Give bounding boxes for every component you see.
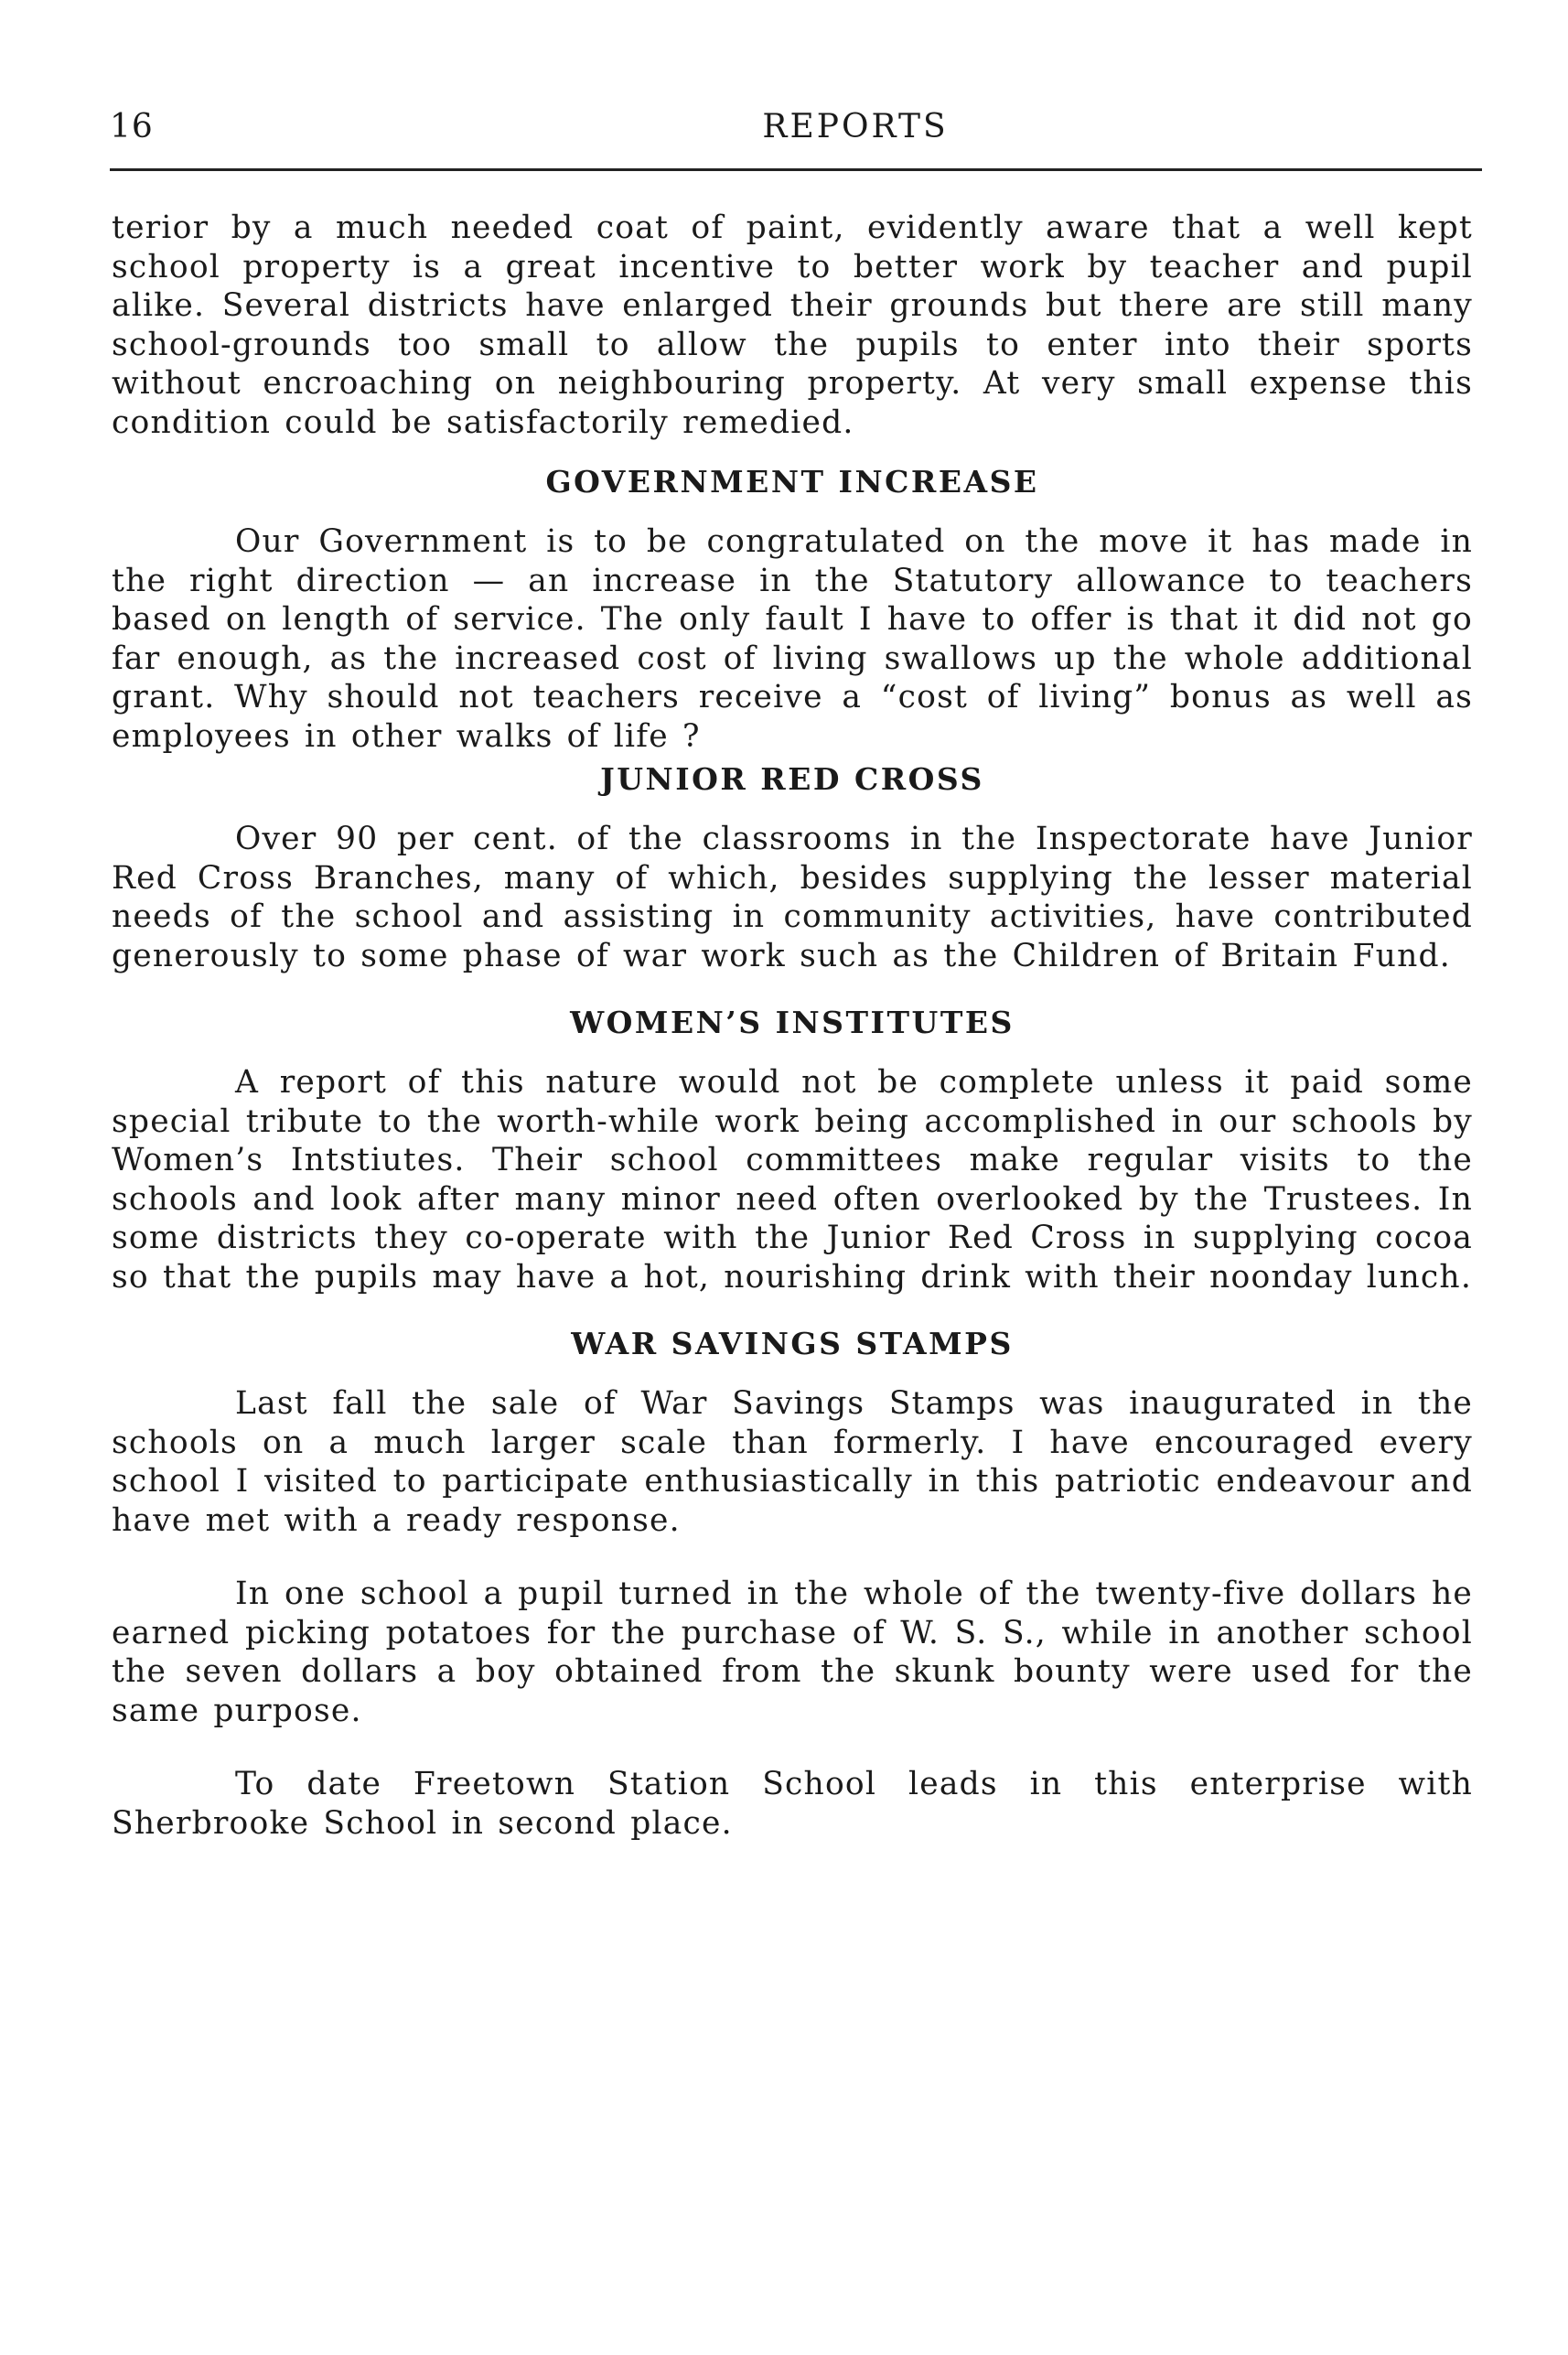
paragraph-government-increase: Our Government is to be congratulated on the move it has made in the right direction — an increase in the Statutory allowance to teachers based on length of service. The only fault I have to offer is that it did not go far enough, as the increased cost of living swallows up the whole additional grant. Why should not teachers receive a “cost of living” bonus as well as employees in other walks of life ? <box>112 523 1473 755</box>
section-heading-government-increase: GOVERNMENT INCREASE <box>545 464 1039 500</box>
page-number: 16 <box>110 108 154 145</box>
running-head: REPORTS <box>762 108 949 145</box>
paragraph-womens-institutes: A report of this nature would not be complete unless it paid some special tribute to the worth-while work being accomplished in our schools by Women’s Intstiutes. Their school committees make regular visits to the schools and look after many minor need often overlooked by the Trustees. In some districts they co-operate with the Junior Red Cross in supplying cocoa so that the pupils may have a hot, nourishing drink with their noonday lunch. <box>112 1064 1473 1296</box>
paragraph-war-savings-3: To date Freetown Station School leads in this enterprise with Sherbrooke School in second place. <box>112 1766 1473 1842</box>
paragraph-junior-red-cross: Over 90 per cent. of the classrooms in the Inspectorate have Junior Red Cross Branches, many of which, besides supplying the lesser material needs of the school and assisting in community activities, have contributed generously to some phase of war work such as the Children of Britain Fund. <box>112 821 1473 974</box>
intro-paragraph: terior by a much needed coat of paint, evidently aware that a well kept school property is a great incentive to better work by teacher and pupil alike. Several districts have enlarged their grounds but there are still many school-grounds too small to allow the pupils to enter into their sports without encroaching on neighbouring property. At very small expense this condition could be satisfactorily remedied. <box>112 210 1473 441</box>
paragraph-war-savings-1: Last fall the sale of War Savings Stamps was inaugurated in the schools on a much larger scale than formerly. I have encouraged every school I visited to participate enthusiastically in this patriotic endeavour and have met with a ready response. <box>112 1385 1473 1539</box>
header-rule <box>110 168 1482 171</box>
page-header <box>110 108 1482 163</box>
section-heading-war-savings-stamps: WAR SAVINGS STAMPS <box>571 1326 1014 1361</box>
page-body <box>112 209 1473 1843</box>
section-heading-junior-red-cross: JUNIOR RED CROSS <box>600 761 984 797</box>
section-heading-womens-institutes: WOMEN’S INSTITUTES <box>570 1005 1015 1040</box>
paragraph-war-savings-2: In one school a pupil turned in the whole of the twenty-five dollars he earned picking potatoes for the purchase of W. S. S., while in another school the seven dollars a boy obtained from the skunk bounty were used for the same purpose. <box>112 1575 1473 1729</box>
